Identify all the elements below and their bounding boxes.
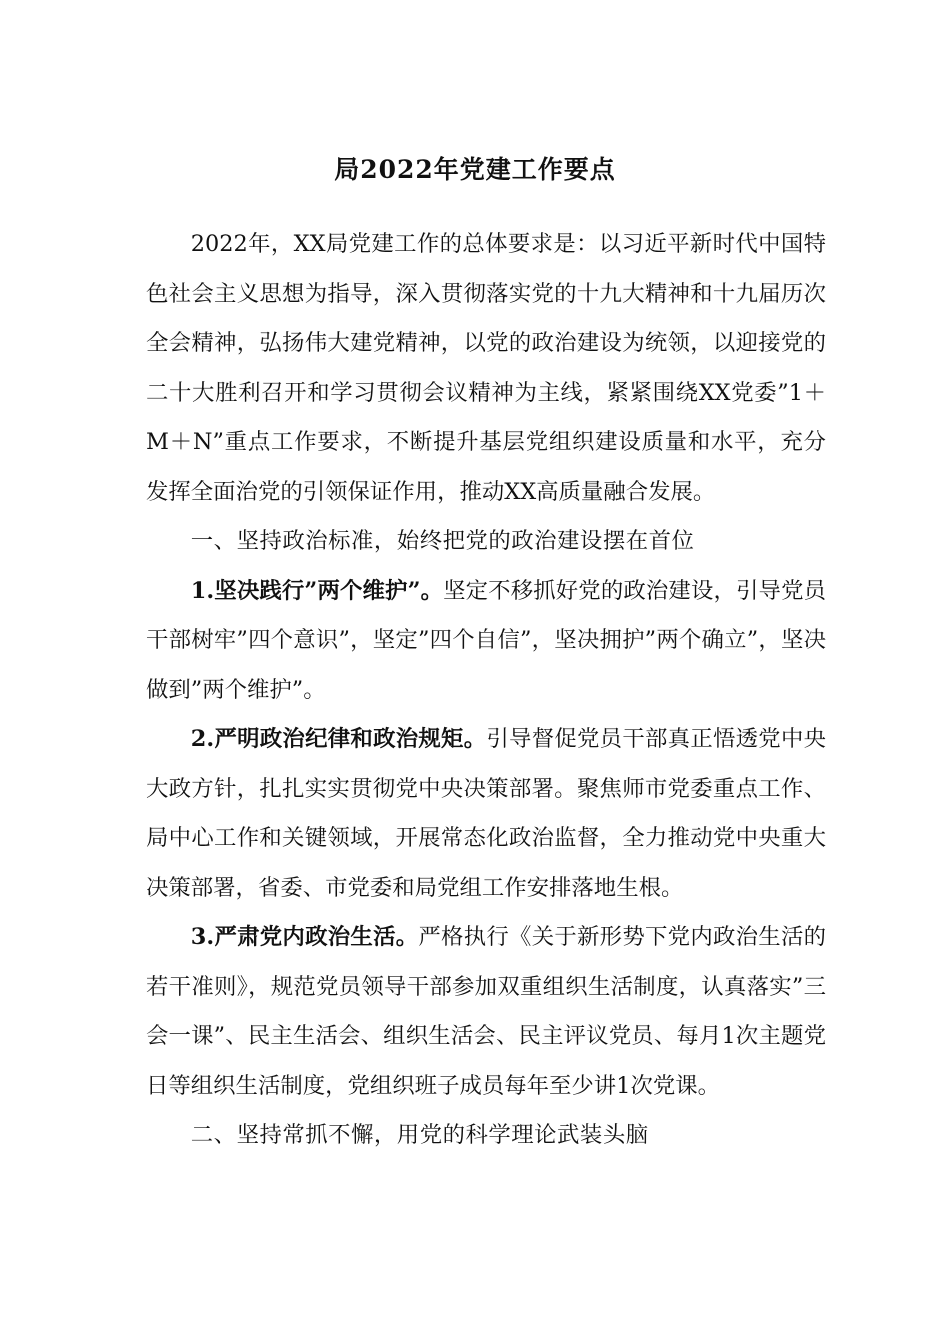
- intro-paragraph: 2022年，XX局党建工作的总体要求是：以习近平新时代中国特色社会主义思想为指导，深入贯彻落实党的十九大精神和十九届历次全会精神，弘扬伟大建党精神，以党的政治建设为统领，以迎接党的二十大胜利召开和学习贯彻会议精神为主线，紧紧围绕XX党委”1＋M＋N”重点工作要求，不断提升基层党组织建设质量和水平，充分发挥全面治党的引领保证作用，推动XX高质量融合发展。: [146, 231, 826, 505]
- document-body: [146, 220, 826, 1161]
- item-3-paragraph: [146, 913, 826, 1111]
- section-1-heading: 一、坚持政治标准，始终把党的政治建设摆在首位: [190, 528, 695, 554]
- item-2-paragraph: [146, 715, 826, 913]
- item-1-lead: 1.坚决践行”两个维护”。: [190, 577, 444, 604]
- item-1-paragraph: [146, 567, 826, 716]
- item-3-text: 严格执行《关于新形势下党内政治生活的若干准则》，规范党员领导干部参加双重组织生活制度，认真落实”三会一课”、民主生活会、组织生活会、民主评议党员、每月1次主题党日等组织生活制度，党组织班子成员每年至少讲1次党课。: [146, 924, 827, 1099]
- item-2-lead: 2.严明政治纪律和政治规矩。: [190, 726, 487, 752]
- item-3-lead: 3.严肃党内政治生活。: [190, 924, 419, 950]
- document-title: 局2022年党建工作要点: [334, 155, 616, 184]
- item-1-text: 坚定不移抓好党的政治建设，引导党员干部树牢”四个意识”，坚定”四个自信”，坚决拥护”两个确立”，坚决做到”两个维护”。: [146, 577, 826, 703]
- section-2-heading: 二、坚持常抓不懈，用党的科学理论武装头脑: [190, 1122, 649, 1148]
- item-2-text: 引导督促党员干部真正悟透党中央大政方针，扎扎实实贯彻党中央决策部署。聚焦师市党委重点工作、局中心工作和关键领域，开展常态化政治监督，全力推动党中央重大决策部署，省委、市党委和局党组工作安排落地生根。: [146, 726, 827, 901]
